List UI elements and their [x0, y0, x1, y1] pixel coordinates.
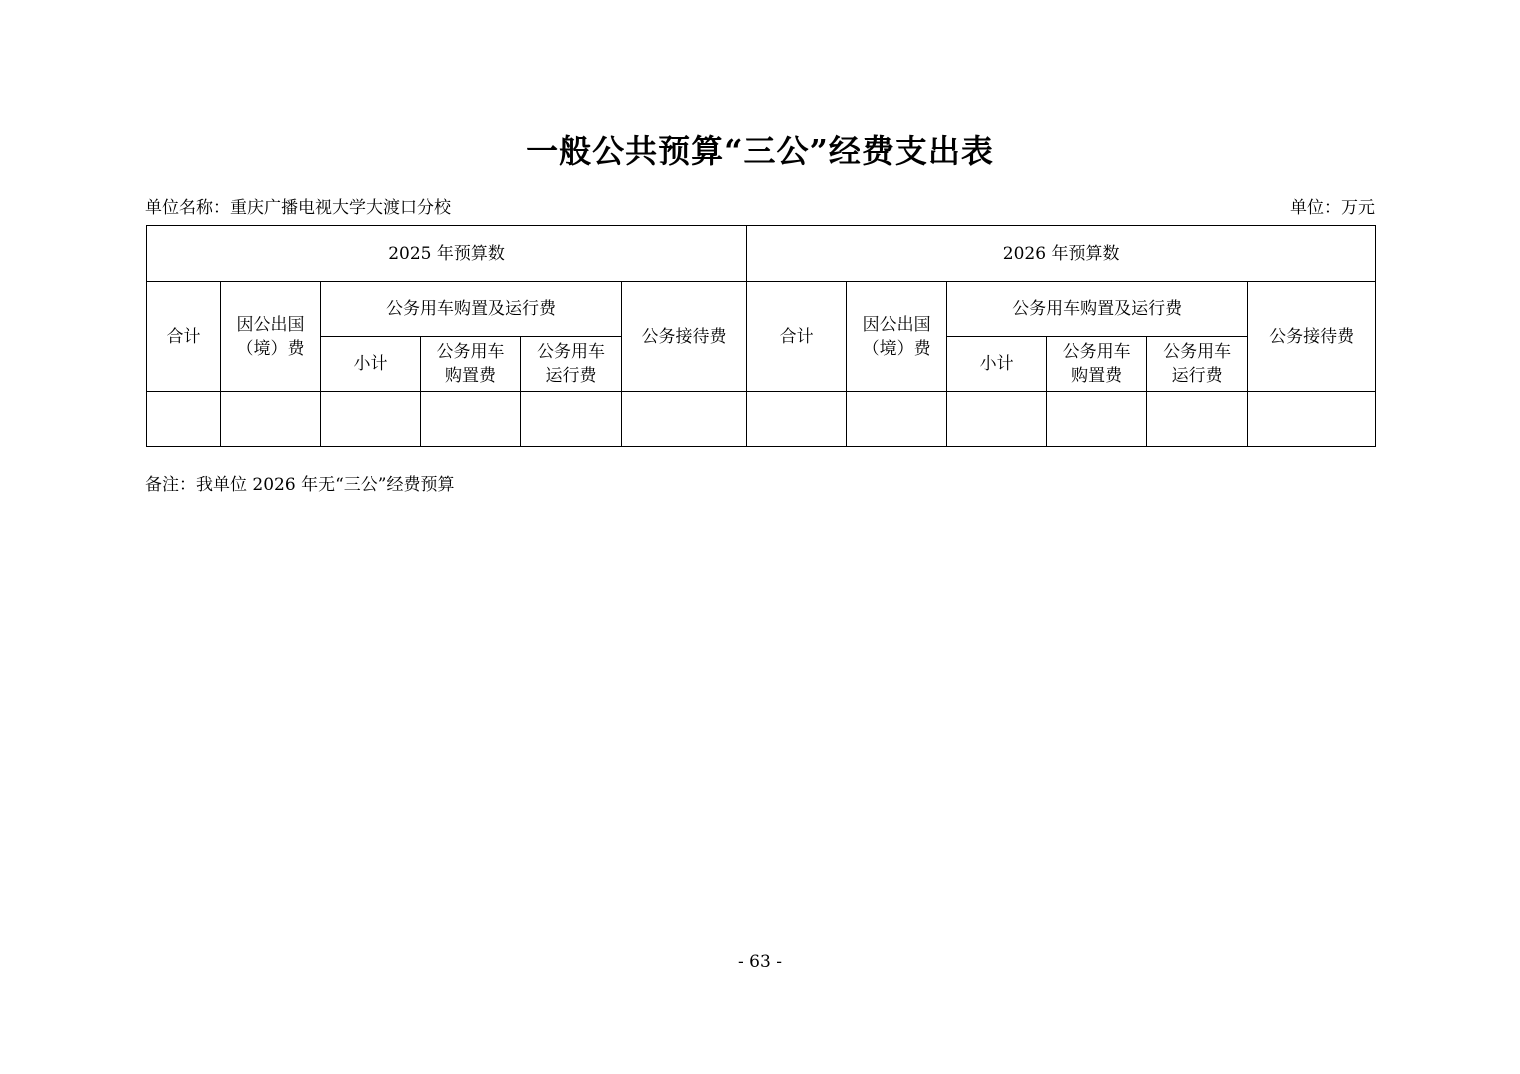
page-title: 一般公共预算“三公”经费支出表 [526, 132, 994, 170]
table-cell [1248, 392, 1376, 447]
table-cell [947, 392, 1047, 447]
subtotal-header-2026: 小计 [947, 337, 1047, 392]
abroad-header-2025 [221, 282, 321, 392]
subtotal-header-2025: 小计 [321, 337, 421, 392]
operation-header-line2: 运行费 [1171, 366, 1223, 386]
table-cell [321, 392, 421, 447]
table-cell [1047, 392, 1147, 447]
purchase-header-2026 [1047, 337, 1147, 392]
table-cell [622, 392, 747, 447]
operation-header-2025 [521, 337, 622, 392]
abroad-header-line1: 因公出国 [236, 314, 305, 335]
vehicle-header-2026: 公务用车购置及运行费 [947, 282, 1248, 337]
abroad-header-2026 [847, 282, 947, 392]
abroad-header-line1: 因公出国 [862, 314, 931, 335]
table-cell [1147, 392, 1248, 447]
reception-header-2026: 公务接待费 [1248, 282, 1376, 392]
year-2025-header: 2025 年预算数 [147, 226, 747, 282]
purchase-header-line2: 购置费 [445, 366, 496, 386]
three-public-expense-table [146, 225, 1376, 447]
unit-label: 单位：万元 [1290, 198, 1375, 218]
year-2026-header: 2026 年预算数 [747, 226, 1376, 282]
operation-header-line1: 公务用车 [1163, 342, 1232, 362]
unit-name: 单位名称：重庆广播电视大学大渡口分校 [145, 198, 451, 218]
abroad-header-line2: （境）费 [236, 338, 305, 359]
operation-header-line2: 运行费 [545, 366, 597, 386]
table-cell [421, 392, 521, 447]
total-header-2025: 合计 [147, 282, 221, 392]
table-cell [847, 392, 947, 447]
purchase-header-line1: 公务用车 [436, 342, 505, 362]
page-number: - 63 - [738, 952, 782, 972]
table-row [147, 392, 1376, 447]
purchase-header-line2: 购置费 [1071, 366, 1123, 386]
operation-header-line1: 公务用车 [537, 342, 605, 362]
vehicle-header-2025: 公务用车购置及运行费 [321, 282, 622, 337]
reception-header-2025: 公务接待费 [622, 282, 747, 392]
purchase-header-line1: 公务用车 [1062, 342, 1131, 362]
abroad-header-line2: （境）费 [862, 338, 931, 359]
purchase-header-2025 [421, 337, 521, 392]
table-cell [147, 392, 221, 447]
table-cell [521, 392, 622, 447]
note: 备注：我单位 2026 年无“三公”经费预算 [145, 475, 455, 495]
table-cell [747, 392, 847, 447]
table-cell [221, 392, 321, 447]
total-header-2026: 合计 [747, 282, 847, 392]
operation-header-2026 [1147, 337, 1248, 392]
